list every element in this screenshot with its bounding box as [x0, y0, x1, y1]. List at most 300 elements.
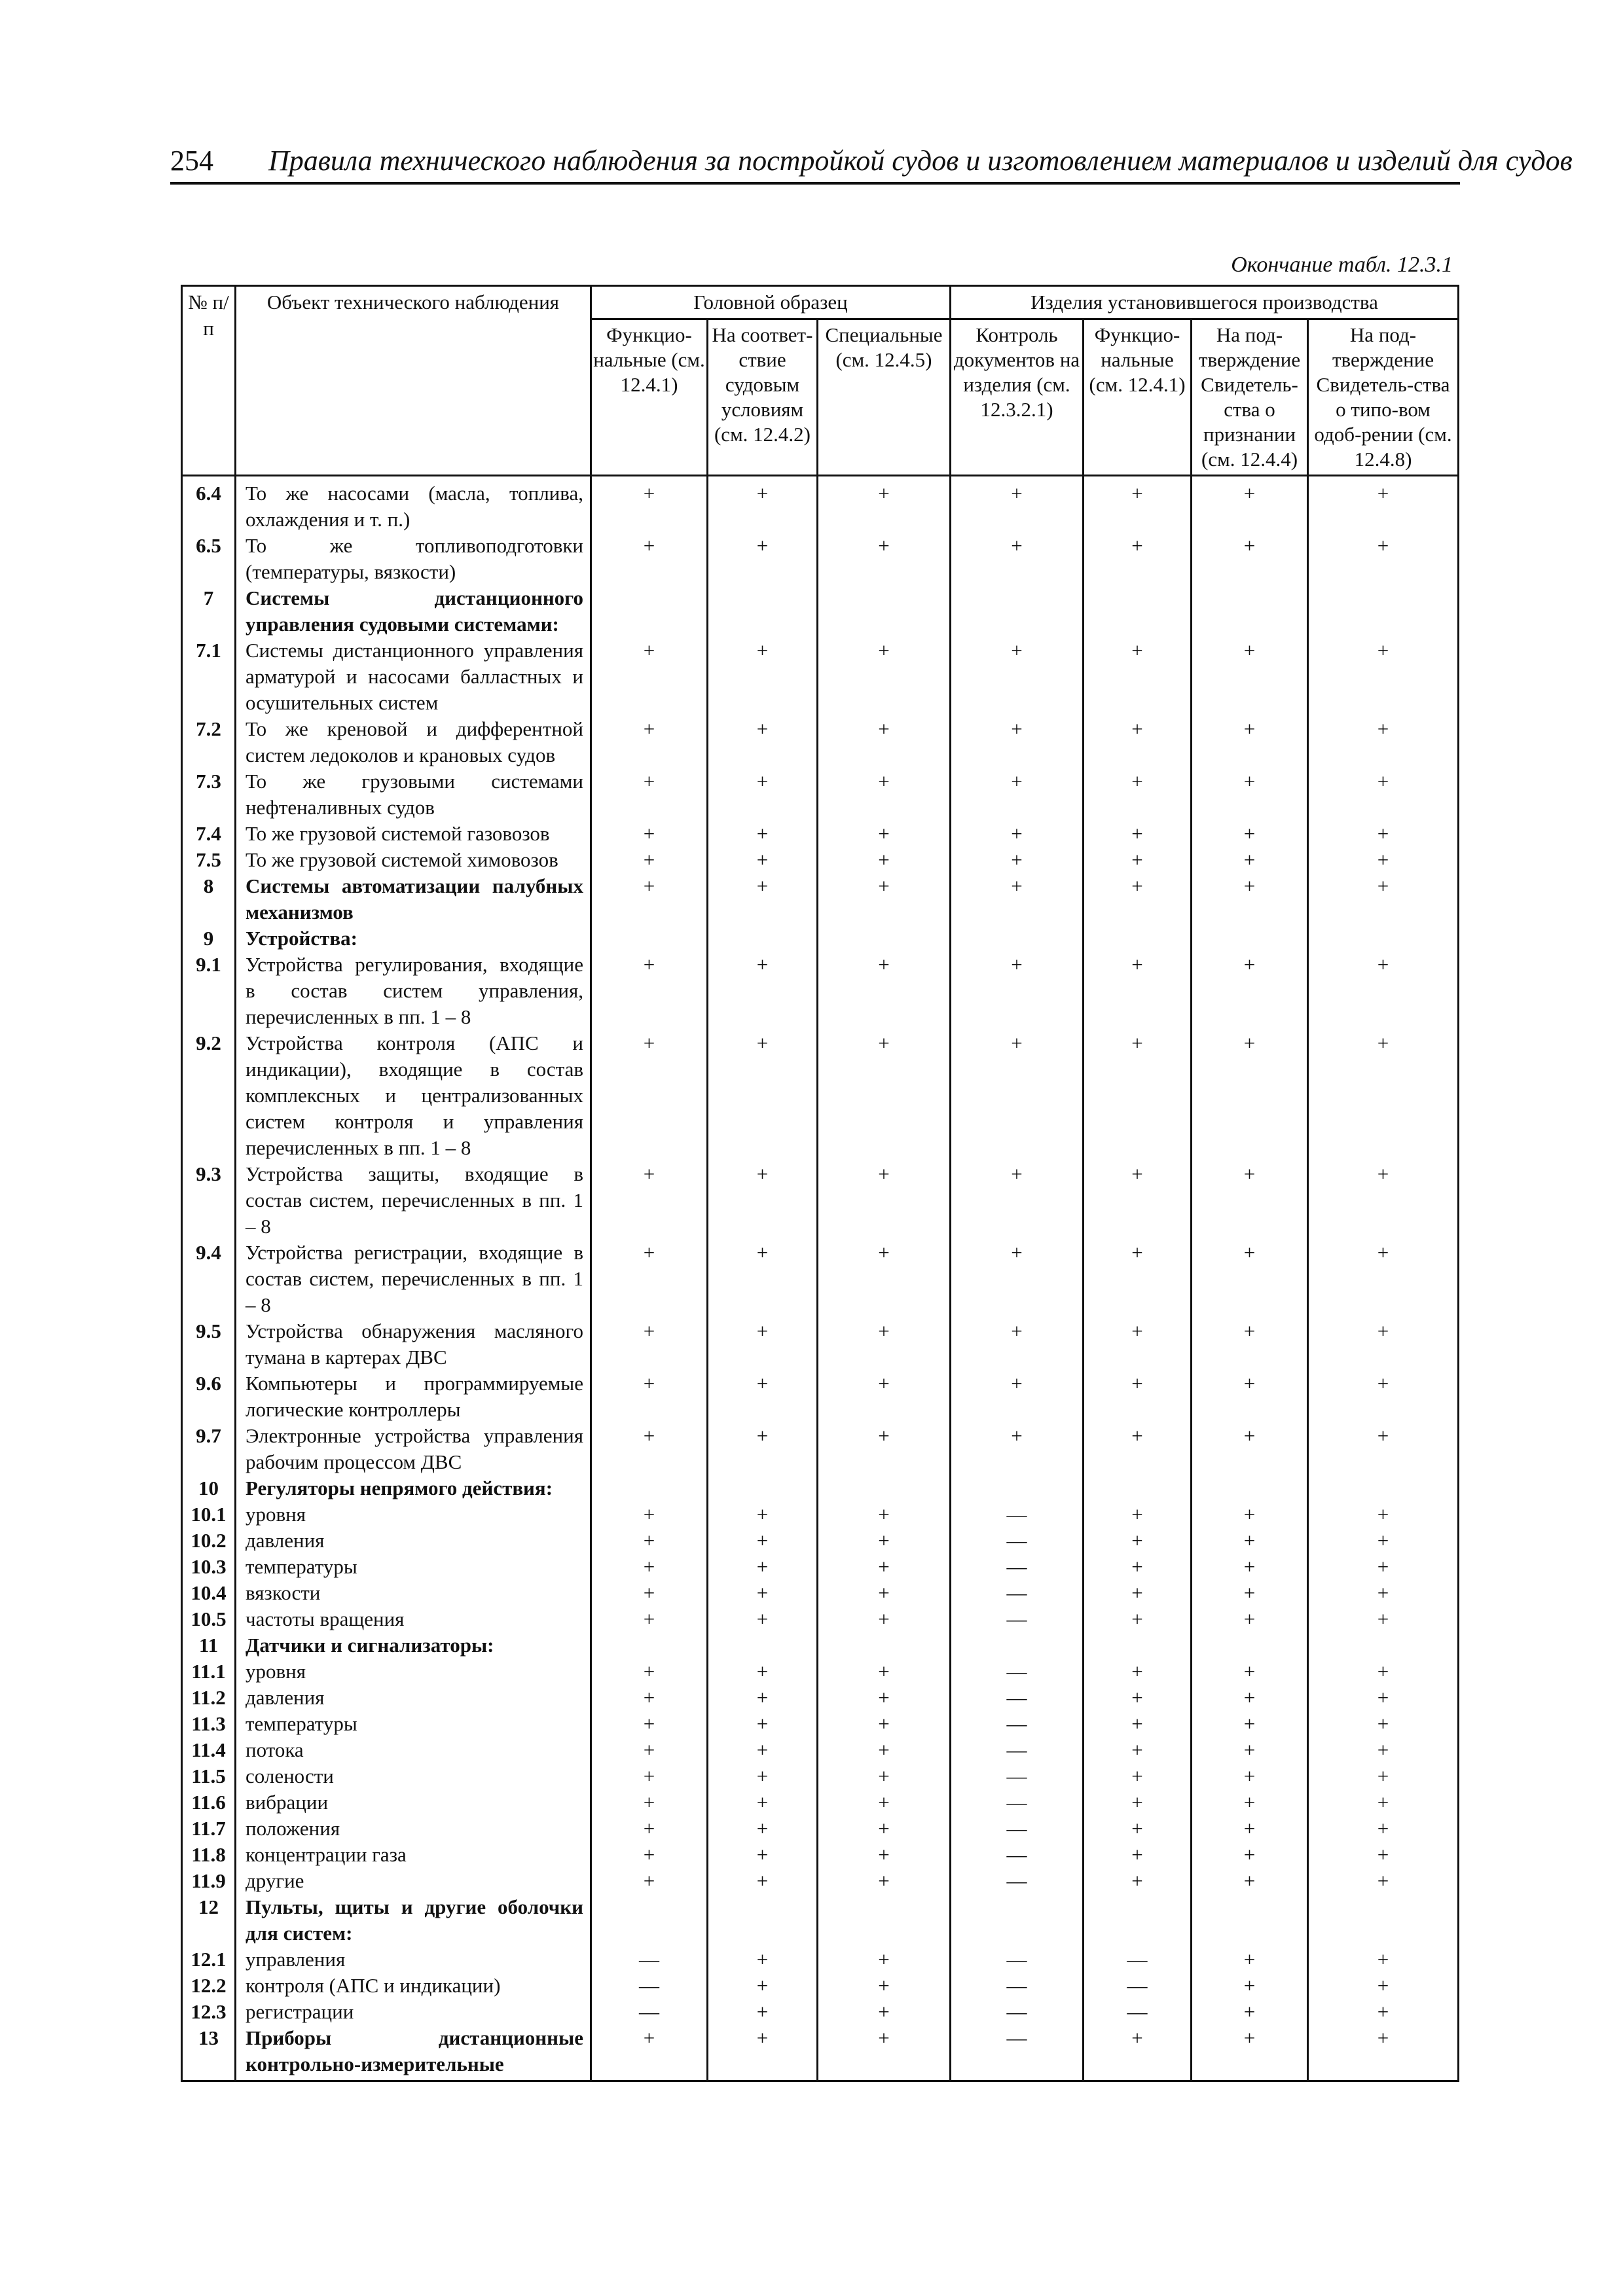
row-mark	[1308, 585, 1459, 637]
table-row	[182, 1371, 1459, 1423]
row-mark	[818, 585, 951, 637]
row-mark: +	[1308, 637, 1459, 716]
row-mark: +	[1192, 637, 1308, 716]
row-mark: +	[1308, 1763, 1459, 1789]
row-mark: —	[951, 2025, 1084, 2081]
row-mark: +	[708, 1946, 818, 1973]
row-mark: +	[818, 1371, 951, 1423]
table-row	[182, 1711, 1459, 1737]
row-mark: —	[591, 1973, 708, 1999]
table-row	[182, 476, 1459, 533]
row-mark: +	[1084, 1580, 1192, 1606]
row-mark: +	[1308, 1685, 1459, 1711]
row-mark: +	[818, 1161, 951, 1240]
row-mark: +	[591, 1842, 708, 1868]
row-object: Системы автоматизации палубных механизмов	[236, 873, 591, 925]
row-mark: +	[1192, 1973, 1308, 1999]
row-mark: +	[708, 1711, 818, 1737]
row-number: 11.2	[182, 1685, 236, 1711]
row-mark: +	[951, 1240, 1084, 1318]
table-row	[182, 1501, 1459, 1528]
row-number: 11.5	[182, 1763, 236, 1789]
row-mark: +	[591, 1789, 708, 1816]
row-mark: +	[708, 1816, 818, 1842]
row-object: То же грузовыми системами нефтеналивных судов	[236, 768, 591, 821]
row-number: 12.3	[182, 1999, 236, 2025]
table-caption: Окончание табл. 12.3.1	[1231, 253, 1453, 277]
row-mark: +	[818, 821, 951, 847]
row-mark: —	[951, 1554, 1084, 1580]
row-mark: +	[818, 1868, 951, 1894]
row-number: 6.5	[182, 533, 236, 585]
table-row	[182, 1868, 1459, 1894]
row-mark	[1308, 925, 1459, 952]
row-mark: +	[1084, 1659, 1192, 1685]
row-mark: +	[951, 1371, 1084, 1423]
row-number: 11.7	[182, 1816, 236, 1842]
table-row	[182, 1475, 1459, 1501]
row-mark	[1308, 1632, 1459, 1659]
row-mark: +	[1192, 1554, 1308, 1580]
row-mark: +	[708, 1423, 818, 1475]
table-row	[182, 2025, 1459, 2081]
header-documents: Контроль документов на изделия (см. 12.3.2.1)	[951, 319, 1084, 476]
table-row	[182, 1318, 1459, 1371]
row-mark: +	[1308, 1501, 1459, 1528]
row-mark: +	[591, 1763, 708, 1789]
row-object: То же топливоподготовки (температуры, вязкости)	[236, 533, 591, 585]
row-mark: +	[1084, 1737, 1192, 1763]
row-object: солености	[236, 1763, 591, 1789]
row-mark: +	[818, 847, 951, 873]
row-mark: +	[708, 1868, 818, 1894]
table-row	[182, 1789, 1459, 1816]
row-mark: +	[591, 1528, 708, 1554]
row-mark: +	[591, 952, 708, 1030]
row-object: вибрации	[236, 1789, 591, 1816]
row-mark: +	[1192, 1737, 1308, 1763]
table-row	[182, 1763, 1459, 1789]
row-mark: +	[818, 1789, 951, 1816]
row-mark: +	[1308, 1711, 1459, 1737]
row-mark	[591, 1632, 708, 1659]
row-mark: +	[951, 821, 1084, 847]
row-number: 11.9	[182, 1868, 236, 1894]
row-mark: +	[1308, 2025, 1459, 2081]
row-mark: +	[1192, 1580, 1308, 1606]
row-mark: +	[708, 1030, 818, 1161]
row-number: 9.7	[182, 1423, 236, 1475]
row-mark: +	[708, 847, 818, 873]
row-mark: +	[818, 637, 951, 716]
row-mark: +	[818, 1659, 951, 1685]
row-mark: +	[1308, 1240, 1459, 1318]
table-row	[182, 925, 1459, 952]
row-mark: +	[1192, 821, 1308, 847]
row-mark: +	[708, 768, 818, 821]
row-mark: +	[1084, 1528, 1192, 1554]
row-mark: +	[708, 1240, 818, 1318]
header-type-approval: На под-тверждение Свидетель-ства о типо-вом одоб-рении (см. 12.4.8)	[1308, 319, 1459, 476]
row-mark: +	[591, 1737, 708, 1763]
row-number: 10.5	[182, 1606, 236, 1632]
row-mark: +	[951, 768, 1084, 821]
row-mark: +	[1084, 1318, 1192, 1371]
row-mark: +	[1084, 1554, 1192, 1580]
table-row	[182, 533, 1459, 585]
table-head-row-groups	[182, 286, 1459, 319]
table-row	[182, 1632, 1459, 1659]
row-number: 11.4	[182, 1737, 236, 1763]
row-mark: +	[1084, 1789, 1192, 1816]
row-mark: +	[708, 821, 818, 847]
row-mark: +	[708, 1685, 818, 1711]
row-object: Регуляторы непрямого действия:	[236, 1475, 591, 1501]
row-mark	[1084, 1894, 1192, 1946]
row-mark: +	[1084, 1816, 1192, 1842]
table-row	[182, 1554, 1459, 1580]
row-object: То же грузовой системой химовозов	[236, 847, 591, 873]
row-number: 11	[182, 1632, 236, 1659]
row-mark: +	[818, 1999, 951, 2025]
row-mark: +	[1084, 952, 1192, 1030]
row-mark: +	[818, 1685, 951, 1711]
row-mark: +	[1084, 1371, 1192, 1423]
row-mark: +	[1308, 1606, 1459, 1632]
row-mark: +	[1308, 1659, 1459, 1685]
table-row	[182, 585, 1459, 637]
row-mark: +	[951, 1318, 1084, 1371]
row-number: 11.3	[182, 1711, 236, 1737]
row-mark: +	[591, 1240, 708, 1318]
row-mark: +	[591, 637, 708, 716]
row-mark: +	[1192, 1318, 1308, 1371]
row-mark: +	[951, 1161, 1084, 1240]
row-mark: —	[951, 1580, 1084, 1606]
row-object: Системы дистанционного управления судовыми системами:	[236, 585, 591, 637]
row-mark: +	[1192, 716, 1308, 768]
row-mark: +	[818, 1240, 951, 1318]
table-row	[182, 1973, 1459, 1999]
row-mark: —	[951, 1946, 1084, 1973]
row-mark: +	[818, 1606, 951, 1632]
row-mark: +	[1308, 1030, 1459, 1161]
row-mark: +	[818, 1318, 951, 1371]
table-row	[182, 1580, 1459, 1606]
row-mark: +	[818, 1030, 951, 1161]
row-mark: +	[708, 637, 818, 716]
row-mark: +	[818, 533, 951, 585]
row-mark: +	[818, 1763, 951, 1789]
row-mark: +	[1084, 1606, 1192, 1632]
table-row	[182, 952, 1459, 1030]
row-object: Устройства защиты, входящие в состав систем, перечисленных в пп. 1 – 8	[236, 1161, 591, 1240]
row-mark: +	[708, 1318, 818, 1371]
row-mark: +	[1308, 847, 1459, 873]
row-mark	[1084, 1632, 1192, 1659]
row-mark	[818, 1475, 951, 1501]
row-mark	[1192, 1632, 1308, 1659]
row-mark: +	[818, 873, 951, 925]
table-row	[182, 637, 1459, 716]
row-mark: +	[1192, 1606, 1308, 1632]
table-row	[182, 1685, 1459, 1711]
row-number: 11.8	[182, 1842, 236, 1868]
row-mark: +	[1308, 1946, 1459, 1973]
row-object: давления	[236, 1528, 591, 1554]
row-mark: +	[1192, 1842, 1308, 1868]
row-number: 9.3	[182, 1161, 236, 1240]
row-mark	[951, 1632, 1084, 1659]
row-mark: —	[951, 1789, 1084, 1816]
row-mark: +	[708, 1763, 818, 1789]
row-mark: —	[951, 1816, 1084, 1842]
table-row	[182, 1894, 1459, 1946]
row-number: 12.2	[182, 1973, 236, 1999]
page-header	[170, 143, 1573, 185]
row-object: уровня	[236, 1501, 591, 1528]
row-mark: +	[818, 1423, 951, 1475]
table-row	[182, 1423, 1459, 1475]
row-mark: +	[1192, 2025, 1308, 2081]
row-mark: +	[818, 716, 951, 768]
row-mark: +	[591, 1318, 708, 1371]
row-mark: +	[708, 1528, 818, 1554]
row-mark: +	[708, 1580, 818, 1606]
row-object: положения	[236, 1816, 591, 1842]
row-mark: +	[951, 716, 1084, 768]
row-mark: +	[1192, 1659, 1308, 1685]
row-mark: —	[951, 1868, 1084, 1894]
row-mark: +	[1084, 1868, 1192, 1894]
row-object: Устройства регистрации, входящие в состав систем, перечисленных в пп. 1 – 8	[236, 1240, 591, 1318]
row-mark: +	[1192, 1030, 1308, 1161]
row-object: уровня	[236, 1659, 591, 1685]
row-mark	[1192, 1475, 1308, 1501]
row-mark	[951, 925, 1084, 952]
row-mark: +	[1308, 1371, 1459, 1423]
row-object: потока	[236, 1737, 591, 1763]
row-number: 10.3	[182, 1554, 236, 1580]
row-mark: —	[951, 1606, 1084, 1632]
row-object: То же насосами (масла, топлива, охлаждения и т. п.)	[236, 476, 591, 533]
row-mark: +	[708, 476, 818, 533]
row-mark	[818, 925, 951, 952]
row-mark: —	[591, 1946, 708, 1973]
table-row	[182, 1816, 1459, 1842]
row-number: 10.1	[182, 1501, 236, 1528]
row-mark: +	[708, 1999, 818, 2025]
row-mark: +	[818, 1528, 951, 1554]
row-number: 7.2	[182, 716, 236, 768]
row-mark: +	[591, 1868, 708, 1894]
row-number: 9.4	[182, 1240, 236, 1318]
row-mark: +	[951, 1423, 1084, 1475]
row-mark: +	[1192, 1816, 1308, 1842]
row-mark: +	[1308, 1528, 1459, 1554]
row-mark: +	[1084, 716, 1192, 768]
row-mark: +	[591, 1685, 708, 1711]
row-mark: +	[818, 1580, 951, 1606]
row-mark: +	[1084, 1240, 1192, 1318]
row-mark: +	[1192, 768, 1308, 821]
row-number: 13	[182, 2025, 236, 2081]
row-mark: +	[951, 952, 1084, 1030]
header-num: № п/п	[182, 286, 236, 476]
row-number: 9.1	[182, 952, 236, 1030]
row-mark: +	[1308, 952, 1459, 1030]
row-mark: +	[1084, 637, 1192, 716]
row-mark	[591, 1475, 708, 1501]
row-mark: —	[951, 1763, 1084, 1789]
row-mark: +	[591, 1030, 708, 1161]
row-object: Пульты, щиты и другие оболочки для систем:	[236, 1894, 591, 1946]
row-mark: —	[591, 1999, 708, 2025]
header-special: Специальные (см. 12.4.5)	[818, 319, 951, 476]
row-number: 7.3	[182, 768, 236, 821]
header-group-production: Изделия установившегося производства	[951, 286, 1459, 319]
row-mark: —	[951, 1737, 1084, 1763]
row-mark: +	[1192, 1371, 1308, 1423]
row-mark: +	[708, 1606, 818, 1632]
table-row	[182, 1240, 1459, 1318]
row-mark: +	[818, 1973, 951, 1999]
row-object: Электронные устройства управления рабочим процессом ДВС	[236, 1423, 591, 1475]
row-mark: +	[1308, 1580, 1459, 1606]
table-row	[182, 1999, 1459, 2025]
row-mark: +	[1084, 1842, 1192, 1868]
row-mark: +	[591, 873, 708, 925]
row-mark: +	[1084, 1423, 1192, 1475]
row-mark: +	[1084, 847, 1192, 873]
header-recognition: На под-тверждение Свидетель-ства о признании (см. 12.4.4)	[1192, 319, 1308, 476]
row-mark: +	[1192, 533, 1308, 585]
row-mark: +	[818, 1842, 951, 1868]
row-mark: +	[818, 1737, 951, 1763]
row-mark: +	[591, 1580, 708, 1606]
row-mark: +	[818, 1946, 951, 1973]
row-mark: +	[708, 1659, 818, 1685]
row-mark: —	[951, 1711, 1084, 1737]
row-mark: +	[1308, 476, 1459, 533]
row-mark: +	[1084, 1685, 1192, 1711]
row-mark: +	[1308, 1868, 1459, 1894]
table-row	[182, 1161, 1459, 1240]
row-mark: +	[818, 1816, 951, 1842]
row-mark: +	[708, 1842, 818, 1868]
row-mark: +	[591, 1161, 708, 1240]
row-mark	[1084, 925, 1192, 952]
row-mark: +	[818, 2025, 951, 2081]
row-mark: —	[951, 1528, 1084, 1554]
row-mark: +	[951, 476, 1084, 533]
row-object: Приборы дистанционные контрольно-измерительные	[236, 2025, 591, 2081]
table-row	[182, 821, 1459, 847]
row-mark	[591, 1894, 708, 1946]
row-mark	[1308, 1894, 1459, 1946]
row-object: вязкости	[236, 1580, 591, 1606]
row-mark: +	[708, 2025, 818, 2081]
row-number: 6.4	[182, 476, 236, 533]
row-mark: +	[1192, 1528, 1308, 1554]
row-number: 9	[182, 925, 236, 952]
row-mark: +	[1308, 1161, 1459, 1240]
row-mark: +	[1084, 768, 1192, 821]
row-mark: +	[1084, 1763, 1192, 1789]
row-mark: +	[1192, 847, 1308, 873]
row-mark	[1084, 585, 1192, 637]
row-mark: +	[818, 1501, 951, 1528]
row-mark: +	[1192, 1763, 1308, 1789]
row-object: давления	[236, 1685, 591, 1711]
row-mark: +	[1192, 1868, 1308, 1894]
row-mark	[951, 585, 1084, 637]
row-mark: +	[591, 1816, 708, 1842]
row-mark: +	[1192, 1240, 1308, 1318]
row-mark: +	[1192, 1999, 1308, 2025]
row-object: температуры	[236, 1711, 591, 1737]
row-mark: +	[1308, 873, 1459, 925]
row-mark	[708, 1632, 818, 1659]
row-object: Устройства:	[236, 925, 591, 952]
row-number: 9.6	[182, 1371, 236, 1423]
row-mark	[1084, 1475, 1192, 1501]
row-mark: +	[591, 847, 708, 873]
row-mark: +	[1308, 1554, 1459, 1580]
row-mark: +	[1192, 952, 1308, 1030]
header-conformity: На соответ-ствие судовым условиям (см. 12.4.2)	[708, 319, 818, 476]
row-mark: +	[591, 1659, 708, 1685]
row-mark	[1192, 585, 1308, 637]
row-mark: +	[1308, 1973, 1459, 1999]
row-object: контроля (АПС и индикации)	[236, 1973, 591, 1999]
row-mark: +	[818, 768, 951, 821]
row-mark: +	[1192, 1423, 1308, 1475]
row-mark: +	[1084, 821, 1192, 847]
row-mark: +	[1308, 1789, 1459, 1816]
row-mark	[951, 1475, 1084, 1501]
row-mark: +	[818, 476, 951, 533]
row-mark: +	[708, 533, 818, 585]
row-number: 12	[182, 1894, 236, 1946]
row-object: температуры	[236, 1554, 591, 1580]
table-body	[182, 476, 1459, 2081]
row-mark: +	[708, 1501, 818, 1528]
row-mark: +	[1084, 1161, 1192, 1240]
row-mark: —	[1084, 1999, 1192, 2025]
row-mark: +	[708, 1554, 818, 1580]
row-mark: +	[1084, 2025, 1192, 2081]
row-object: частоты вращения	[236, 1606, 591, 1632]
row-object: концентрации газа	[236, 1842, 591, 1868]
row-object: Устройства контроля (АПС и индикации), входящие в состав комплексных и централизованных систем контроля и управления перечисленных в пп. 1 – 8	[236, 1030, 591, 1161]
row-mark: +	[591, 533, 708, 585]
row-mark: +	[708, 1737, 818, 1763]
row-mark	[708, 585, 818, 637]
row-mark: +	[1192, 1711, 1308, 1737]
header-functional-production: Функцио-нальные (см. 12.4.1)	[1084, 319, 1192, 476]
table-row	[182, 1030, 1459, 1161]
row-mark: +	[1308, 1816, 1459, 1842]
row-mark: +	[591, 476, 708, 533]
row-mark: +	[708, 1973, 818, 1999]
row-mark: +	[708, 1371, 818, 1423]
row-mark: +	[1084, 1711, 1192, 1737]
header-group-prototype: Головной образец	[591, 286, 951, 319]
table-row	[182, 1528, 1459, 1554]
row-mark: +	[1308, 1737, 1459, 1763]
row-number: 9.5	[182, 1318, 236, 1371]
